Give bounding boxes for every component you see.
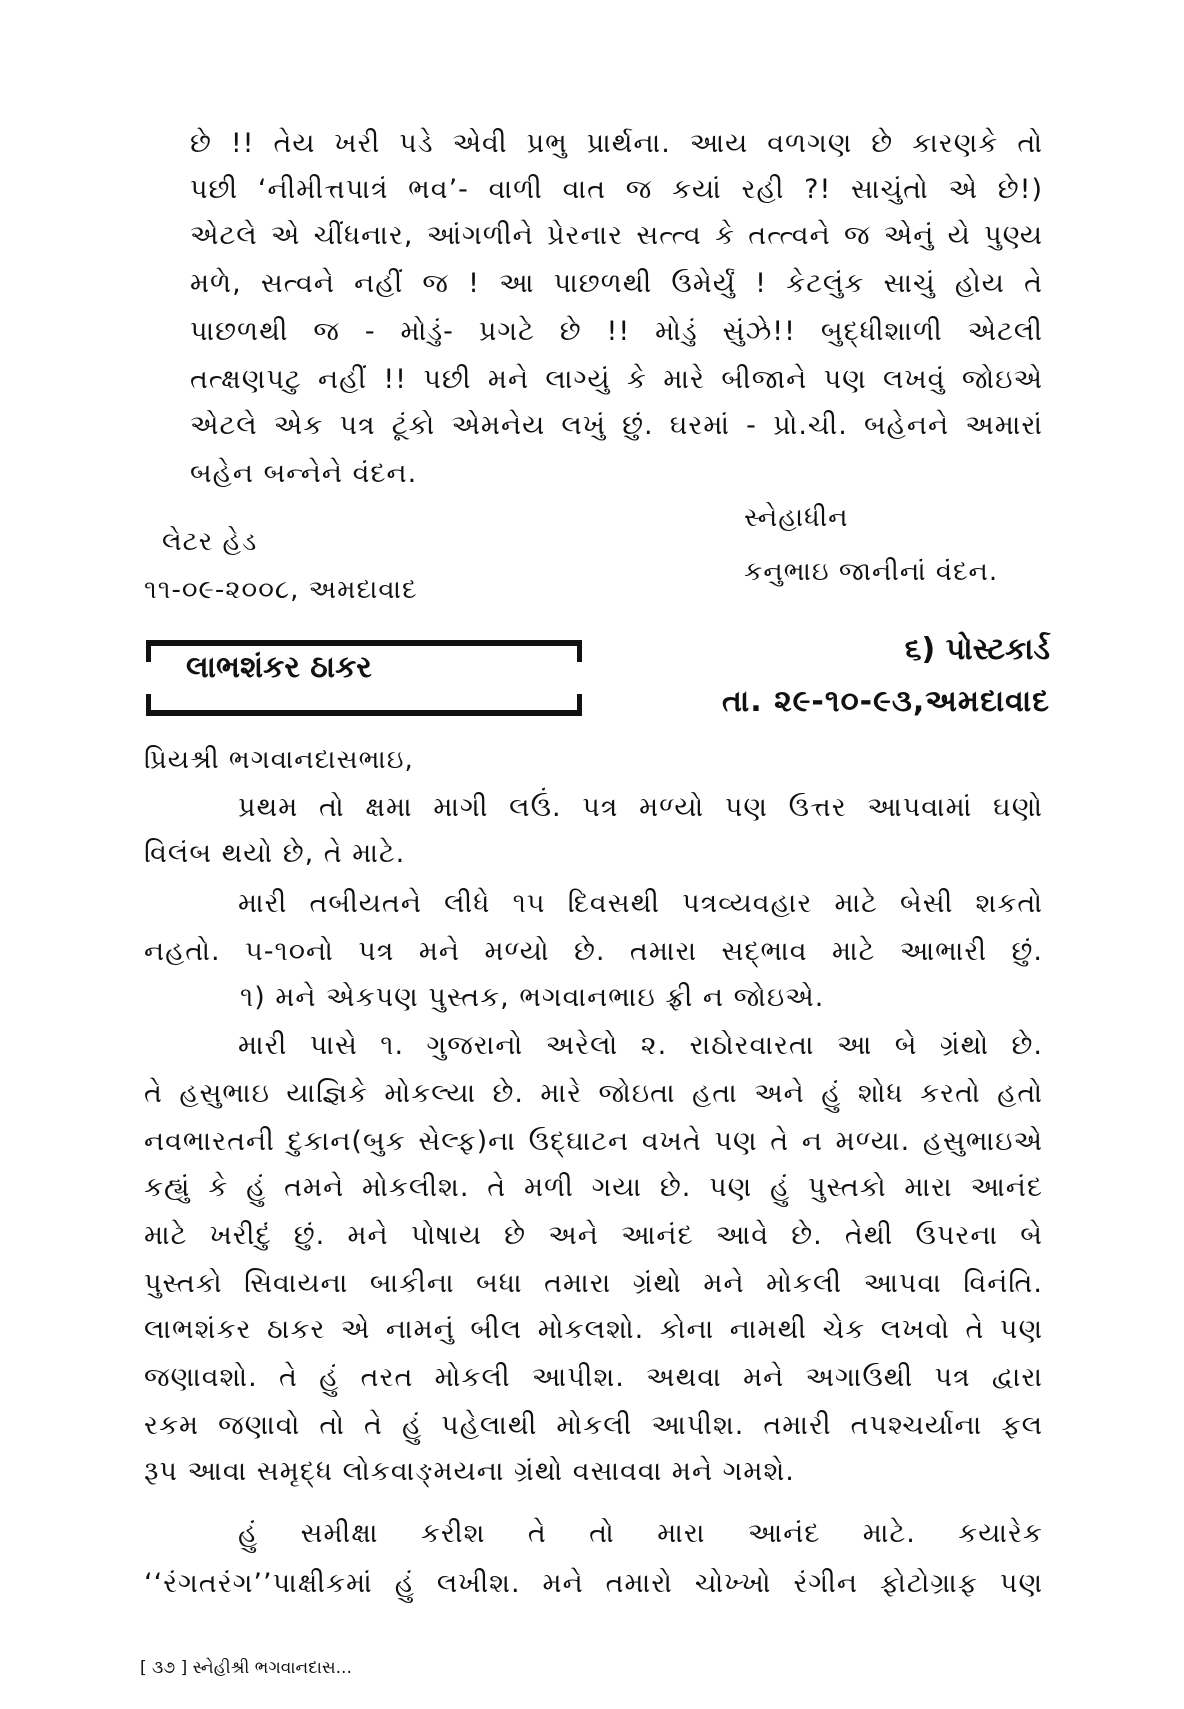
paragraph-line: છે !! તેય ખરી પડે એવી પ્રભુ પ્રાર્થના. આય વળગણ છે કારણકે તો xyxy=(190,128,1043,159)
letter-line: લાભશંકર ઠાકર એ નામનું બીલ મોકલશો. કોના નામથી ચેક લખવો તે પણ xyxy=(144,1314,1043,1345)
paragraph-line: એટલે એ ચીંધનાર, આંગળીને પ્રેરનાર સત્ત્વ કે તત્ત્વને જ એનું યે પુણ્ય xyxy=(190,220,1043,251)
author-name-heading: લાભશંકર ઠાકર xyxy=(186,650,372,685)
letter-line: હું સમીક્ષા કરીશ તે તો મારા આનંદ માટે. કયારેક xyxy=(238,1518,1043,1549)
letter-line: મારી તબીયતને લીધે ૧૫ દિવસથી પત્રવ્યવહાર માટે બેસી શકતો xyxy=(238,888,1043,919)
postcard-date-line: તા. ૨૯-૧૦-૯૩,અમદાવાદ xyxy=(721,684,1050,719)
letter-line: રકમ જણાવો તો તે હું પહેલાથી મોકલી આપીશ. તમારી તપશ્ચર્યાના ફલ xyxy=(144,1410,1043,1441)
salutation: પ્રિયશ્રી ભગવાનદાસભાઇ, xyxy=(144,745,414,775)
letter-line: કહ્યું કે હું તમને મોકલીશ. તે મળી ગયા છે. પણ હું પુસ્તકો મારા આનંદ xyxy=(144,1172,1043,1203)
page-footer: [ ૩૭ ] સ્નેહીશ્રી ભગવાનદાસ... xyxy=(140,1658,352,1678)
paragraph-line: એટલે એક પત્ર ટૂંકો એમનેય લખું છું. ઘરમાં - પ્રો.ચી. બહેનને અમારાં xyxy=(190,410,1043,441)
letterhead-label: લેટર હેડ xyxy=(162,527,258,557)
letter-line: જણાવશો. તે હું તરત મોકલી આપીશ. અથવા મને અગાઉથી પત્ર દ્વારા xyxy=(144,1362,1043,1393)
letter-line: નહતો. ૫-૧૦નો પત્ર મને મળ્યો છે. તમારા સદ્ભાવ માટે આભારી છું. xyxy=(144,936,1043,967)
letter-line: ‘‘રંગતરંગ’’પાક્ષીકમાં હું લખીશ. મને તમારો ચોખ્ખો રંગીન ફોટોગ્રાફ પણ xyxy=(144,1568,1043,1599)
paragraph-line: મળે, સત્વને નહીં જ ! આ પાછળથી ઉમેર્યું ! કેટલુંક સાચું હોય તે xyxy=(190,268,1043,299)
letter-line: પ્રથમ તો ક્ષમા માગી લઉં. પત્ર મળ્યો પણ ઉત્તર આપવામાં ઘણો xyxy=(238,792,1043,823)
paragraph-line: બહેન બન્નેને વંદન. xyxy=(190,458,418,489)
letter-date-place: ૧૧-૦૯-૨૦૦૮, અમદાવાદ xyxy=(144,575,418,605)
postcard-label: ૬) પોસ્ટકાર્ડ xyxy=(904,632,1050,667)
paragraph-line: પછી ‘નીમીત્તપાત્રં ભવ’- વાળી વાત જ કયાં રહી ?! સાચુંતો એ છે!) xyxy=(190,174,1043,205)
closing-line: સ્નેહાધીન xyxy=(744,503,849,533)
letter-line: વિલંબ થયો છે, તે માટે. xyxy=(144,838,406,869)
letter-line: મારી પાસે ૧. ગુજરાનો અરેલો ૨. રાઠોરવારતા આ બે ગ્રંથો છે. xyxy=(238,1030,1043,1061)
letter-line: રૂપ આવા સમૃદ્ધ લોકવાઙ્મયના ગ્રંથો વસાવવા મને ગમશે. xyxy=(144,1456,795,1487)
signature-name: કનુભાઇ જાનીનાં વંદન. xyxy=(744,557,999,587)
letter-line: પુસ્તકો સિવાયના બાકીના બધા તમારા ગ્રંથો મને મોકલી આપવા વિનંતિ. xyxy=(144,1268,1043,1299)
letter-line: માટે ખરીદું છું. મને પોષાય છે અને આનંદ આવે છે. તેથી ઉપરના બે xyxy=(144,1220,1043,1251)
paragraph-line: પાછળથી જ - મોડું- પ્રગટે છે !! મોડું સુંઝે!! બુદ્ધીશાળી એટલી xyxy=(190,316,1043,347)
letter-line: નવભારતની દુકાન(બુક સેલ્ફ)ના ઉદ્ઘાટન વખતે પણ તે ન મળ્યા. હસુભાઇએ xyxy=(144,1126,1043,1157)
paragraph-line: તત્ક્ષણપટુ નહીં !! પછી મને લાગ્યું કે મારે બીજાને પણ લખવું જોઇએ xyxy=(190,364,1043,395)
letter-line: તે હસુભાઇ યાજ્ઞિકે મોકલ્યા છે. મારે જોઇતા હતા અને હું શોધ કરતો હતો xyxy=(144,1078,1043,1109)
letter-line: ૧) મને એકપણ પુસ્તક, ભગવાનભાઇ ફ્રી ન જોઇએ. xyxy=(240,982,825,1013)
